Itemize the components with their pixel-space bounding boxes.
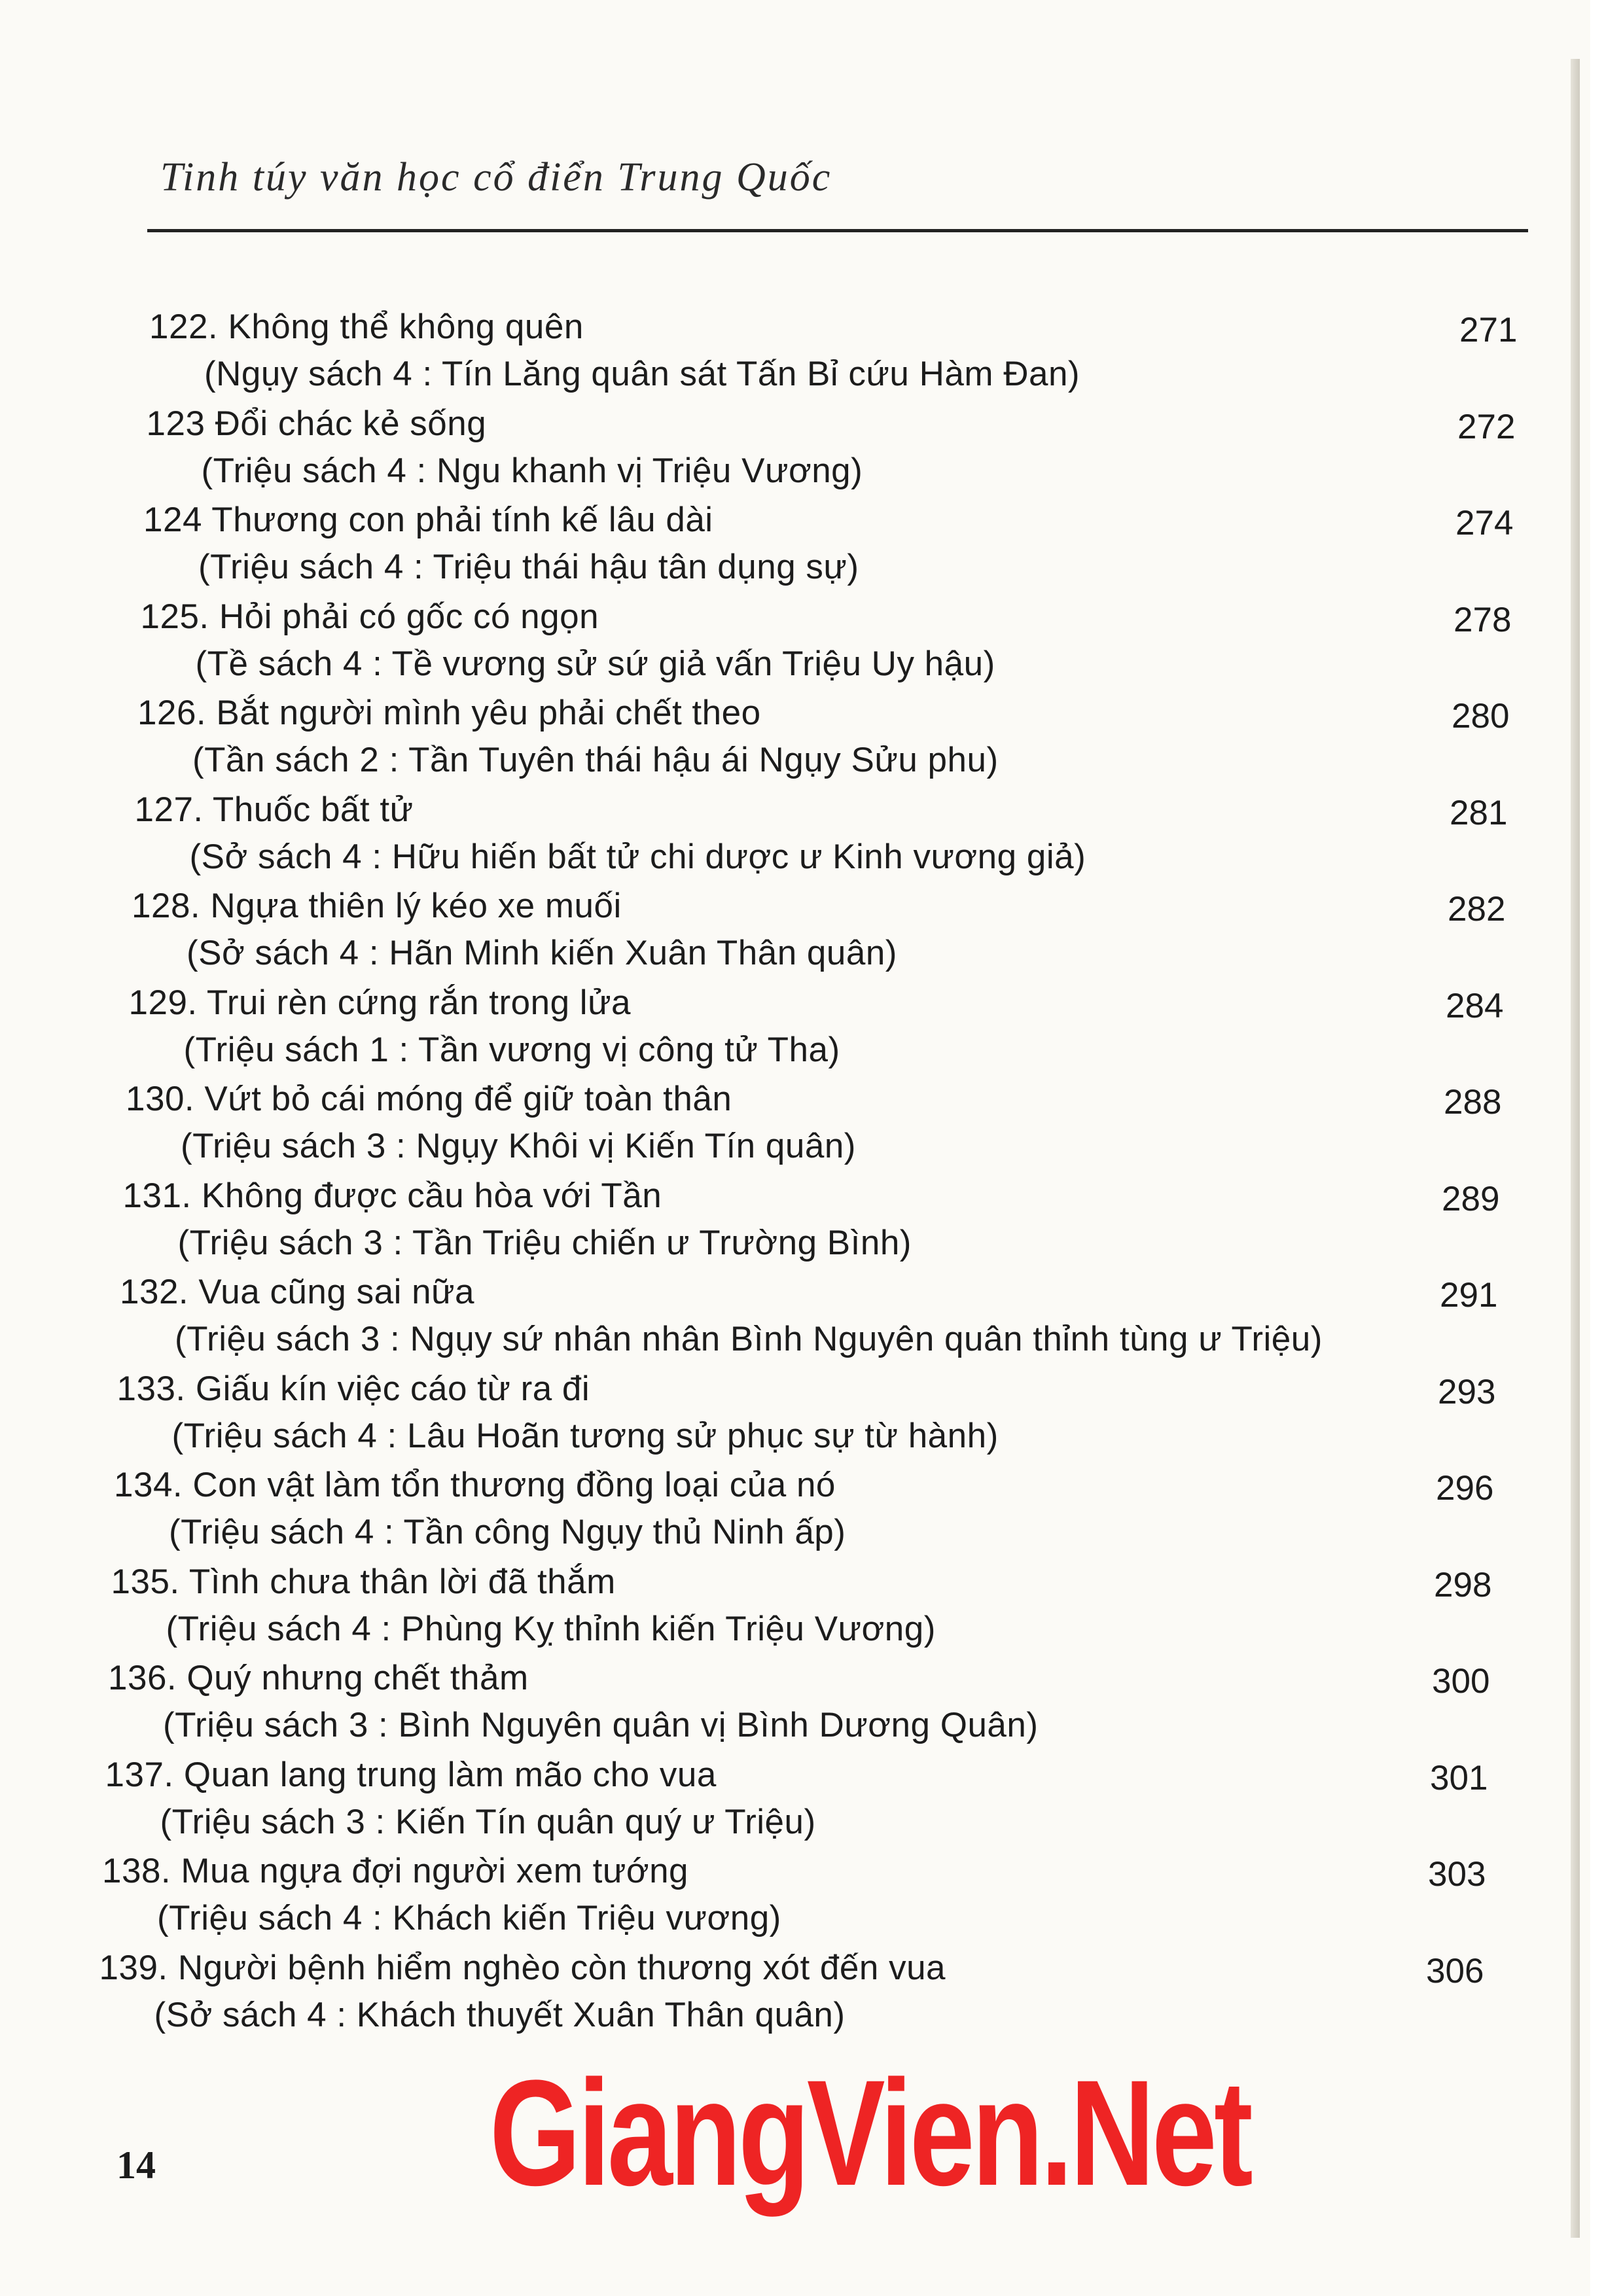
toc-entry-number: 136. (108, 1659, 187, 1697)
toc-entry-title (147, 404, 487, 444)
toc-entry-page: 280 (1452, 697, 1510, 735)
toc-entry-number: 132. (120, 1273, 199, 1311)
toc-entry-title (123, 1176, 662, 1216)
toc-entry-source: (Sở sách 4 : Hữu hiến bất tử chi dược ư Kinh vương giả) (189, 837, 1086, 876)
toc-entry-page: 303 (1428, 1855, 1486, 1894)
toc-entry-number: 128. (132, 887, 211, 925)
toc-entry-title (141, 597, 599, 637)
toc-entry-number: 122. (149, 308, 228, 346)
toc-entry-number: 124 (143, 501, 212, 539)
toc-entry-source: (Triệu sách 4 : Ngu khanh vị Triệu Vương) (201, 451, 863, 490)
toc-entry-number: 125. (140, 597, 219, 636)
toc-entry-title (120, 1273, 474, 1312)
toc-entry-title (105, 1756, 717, 1795)
toc-entry-title (149, 308, 584, 347)
toc-entry-page: 298 (1434, 1565, 1492, 1604)
toc-entry-source: (Tề sách 4 : Tề vương sử sứ giả vấn Triệu Uy hậu) (195, 644, 995, 683)
toc-entry-title (132, 887, 622, 926)
toc-entry-page: 272 (1457, 407, 1516, 446)
toc-entry-title (126, 1080, 732, 1119)
toc-entry-page: 278 (1454, 600, 1512, 639)
toc-entry-title (117, 1369, 590, 1409)
toc-entry-source: (Sở sách 4 : Khách thuyết Xuân Thân quân) (154, 1995, 846, 2034)
toc-entry-page: 282 (1448, 890, 1506, 928)
toc-entry-title-text: Thương con phải tính kế lâu dài (211, 501, 713, 539)
toc-entry-source: (Triệu sách 4 : Khách kiến Triệu vương) (157, 1899, 781, 1937)
toc-entry-title-text: Quan lang trung làm mão cho vua (183, 1755, 717, 1794)
toc-entry-page: 300 (1432, 1662, 1490, 1701)
toc-entry-source: (Triệu sách 3 : Kiến Tín quân quý ư Triệu) (160, 1802, 816, 1841)
toc-entry-title-text: Ngựa thiên lý kéo xe muối (210, 887, 622, 925)
toc-entry-number: 126. (137, 694, 217, 732)
toc-entry-page: 306 (1426, 1951, 1484, 1990)
toc-entry-title (129, 983, 632, 1023)
toc-entry-title (135, 790, 414, 830)
toc-entry-number: 134. (114, 1466, 193, 1504)
running-header-title: Tinh túy văn học cổ điển Trung Quốc (160, 155, 832, 200)
toc-entry-source: (Triệu sách 3 : Bình Nguyên quân vị Bình Dương Quân) (163, 1706, 1039, 1744)
toc-entry-title (114, 1466, 836, 1505)
toc-entry-page: 296 (1436, 1469, 1494, 1508)
toc-entry-number: 133. (116, 1369, 196, 1408)
toc-entry-source: (Triệu sách 1 : Tần vương vị công tử Tha) (183, 1030, 840, 1069)
toc-entry-title (143, 501, 713, 540)
toc-entry-title (111, 1563, 616, 1602)
toc-entry-title (102, 1852, 688, 1891)
toc-entry-number: 129. (128, 983, 207, 1022)
toc-entry-title-text: Quý nhưng chết thảm (187, 1659, 529, 1697)
toc-entry-page: 301 (1430, 1758, 1488, 1797)
toc-entry-title-text: Vứt bỏ cái móng để giữ toàn thân (204, 1080, 732, 1118)
toc-entry-title (99, 1949, 946, 1988)
toc-entry-source: (Triệu sách 4 : Tần công Ngụy thủ Ninh ấp) (169, 1513, 846, 1551)
toc-entry-source: (Triệu sách 4 : Triệu thái hậu tân dụng sự) (198, 548, 859, 586)
toc-entry-title-text: Không thể không quên (228, 308, 584, 346)
page-number: 14 (116, 2144, 156, 2187)
toc-entry-title-text: Con vật làm tổn thương đồng loại của nó (192, 1466, 836, 1504)
toc-entry-number: 135. (111, 1562, 189, 1601)
toc-entry-number: 130. (126, 1080, 205, 1118)
watermark-logo: GiangVien.Net (490, 2049, 1251, 2217)
toc-entry-title-text: Giấu kín việc cáo từ ra đi (195, 1369, 590, 1408)
toc-entry-number: 131. (122, 1176, 202, 1215)
toc-entry-number: 123 (146, 404, 215, 443)
toc-entry-title-text: Bắt người mình yêu phải chết theo (216, 694, 761, 732)
toc-entry-title-text: Mua ngựa đợi người xem tướng (181, 1852, 689, 1890)
toc-entry-source: (Triệu sách 3 : Ngụy Khôi vị Kiến Tín quân) (181, 1127, 856, 1165)
toc-entry-title-text: Vua cũng sai nữa (198, 1273, 475, 1311)
toc-entry-page: 284 (1446, 986, 1504, 1025)
toc-entry-title (137, 694, 761, 733)
toc-entry-source: (Triệu sách 4 : Phùng Kỵ thỉnh kiến Triệu Vương) (166, 1609, 936, 1648)
toc-entry-source: (Sở sách 4 : Hãn Minh kiến Xuân Thân quân) (187, 934, 897, 972)
toc-entry-title-text: Hỏi phải có gốc có ngọn (219, 597, 599, 636)
toc-entry-source: (Triệu sách 3 : Tần Triệu chiến ư Trường Bình) (177, 1223, 912, 1262)
toc-entry-source: (Ngụy sách 4 : Tín Lăng quân sát Tấn Bỉ cứu Hàm Đan) (204, 355, 1080, 393)
toc-entry-page: 291 (1440, 1276, 1498, 1315)
toc-entry-title-text: Đổi chác kẻ sống (215, 404, 487, 443)
toc-entry-page: 289 (1442, 1179, 1500, 1218)
toc-entry-title-text: Tình chưa thân lời đã thắm (188, 1562, 616, 1601)
toc-entry-number: 127. (134, 790, 213, 829)
toc-entry-title-text: Trui rèn cứng rắn trong lửa (206, 983, 632, 1022)
toc-entry-number: 139. (99, 1948, 178, 1987)
toc-entry-page: 288 (1444, 1083, 1502, 1122)
toc-entry-source: (Tần sách 2 : Tần Tuyên thái hậu ái Ngụy Sửu phu) (192, 741, 999, 779)
toc-entry-source: (Triệu sách 3 : Ngụy sứ nhân nhân Bình Nguyên quân thỉnh tùng ư Triệu) (175, 1320, 1323, 1358)
toc-entry-title-text: Người bệnh hiểm nghèo còn thương xót đến vua (177, 1948, 946, 1987)
toc-entry-title (108, 1659, 529, 1698)
toc-entry-title-text: Thuốc bất tử (212, 790, 414, 829)
toc-entry-page: 281 (1450, 793, 1508, 832)
toc-entry-page: 293 (1438, 1372, 1496, 1411)
toc-entry-number: 137. (105, 1755, 184, 1794)
toc-entry-source: (Triệu sách 4 : Lâu Hoãn tương sử phục sự từ hành) (171, 1416, 999, 1455)
toc-entry-page: 271 (1459, 311, 1518, 349)
toc-entry-number: 138. (102, 1852, 181, 1890)
toc-entry-page: 274 (1455, 504, 1514, 542)
toc-entry-title-text: Không được cầu hòa với Tần (201, 1176, 662, 1215)
